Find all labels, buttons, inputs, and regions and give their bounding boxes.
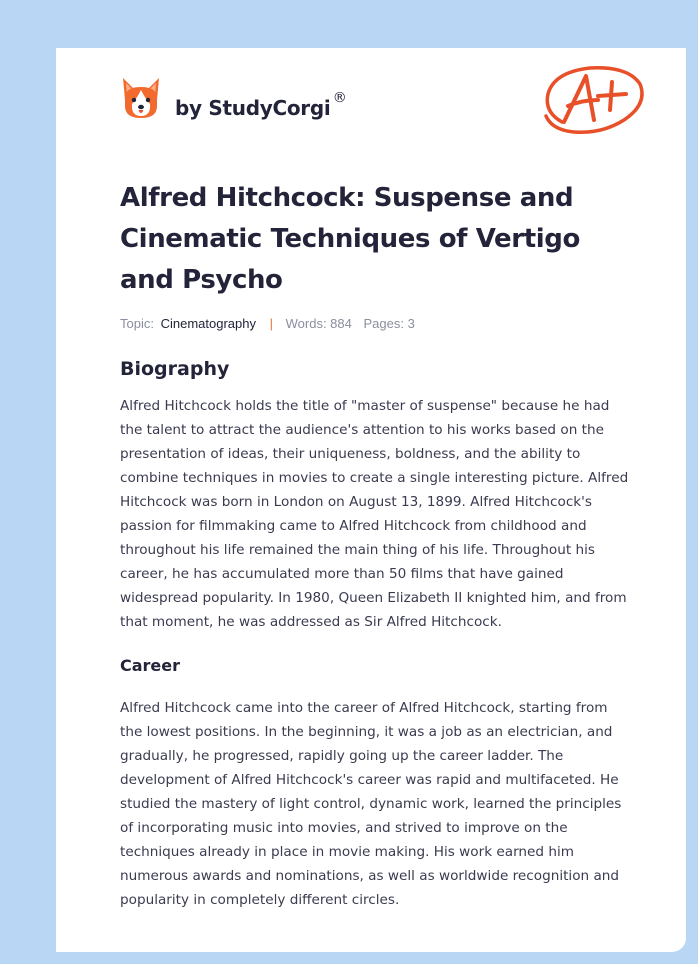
meta-separator: | bbox=[269, 316, 273, 331]
registered-mark: ® bbox=[332, 90, 347, 106]
a-plus-grade-icon bbox=[538, 60, 648, 140]
page-count: Pages: 3 bbox=[363, 316, 415, 331]
corgi-logo-icon[interactable] bbox=[120, 76, 162, 120]
article-meta bbox=[120, 316, 632, 331]
section-body-career: Alfred Hitchcock came into the career of Alfred Hitchcock, starting from the lowest positions. In the beginning, it was a job as an electrician, and gradually, he progressed, rapidly going up the career ladder. The development of Alfred Hitchcock's career was rapid and multifaceted. He studied the mastery of light control, dynamic work, learned the principles of incorporating music into movies, and strived to improve on the techniques already in place in movie making. His work earned him numerous awards and nominations, as well as worldwide recognition and popularity in completely different circles. bbox=[120, 700, 622, 908]
article-title: Alfred Hitchcock: Suspense and Cinematic Techniques of Vertigo and Psycho bbox=[120, 183, 580, 295]
article bbox=[120, 178, 632, 912]
topic-link[interactable]: Cinematography bbox=[160, 316, 256, 331]
topic-label: Topic: bbox=[120, 316, 154, 331]
section-heading-career: Career bbox=[120, 656, 181, 675]
brand-text: by StudyCorgi bbox=[175, 96, 331, 120]
section-heading-biography: Biography bbox=[120, 358, 230, 380]
page-header bbox=[56, 48, 686, 158]
brand-name[interactable] bbox=[175, 90, 347, 120]
word-count: Words: 884 bbox=[285, 316, 352, 331]
section-body-biography: Alfred Hitchcock holds the title of "master of suspense" because he had the talent to attract the audience's attention to his works based on the presentation of ideas, their uniqueness, boldness, and the ability to combine techniques in movies to create a single interesting picture. Alfred Hitchcock was born in London on August 13, 1899. Alfred Hitchcock's passion for filmmaking came to Alfred Hitchcock from childhood and throughout his life remained the main thing of his life. Throughout his career, he has accumulated more than 50 films that have gained widespread popularity. In 1980, Queen Elizabeth II knighted him, and from that moment, he was addressed as Sir Alfred Hitchcock. bbox=[120, 398, 629, 630]
document-page bbox=[56, 48, 686, 952]
